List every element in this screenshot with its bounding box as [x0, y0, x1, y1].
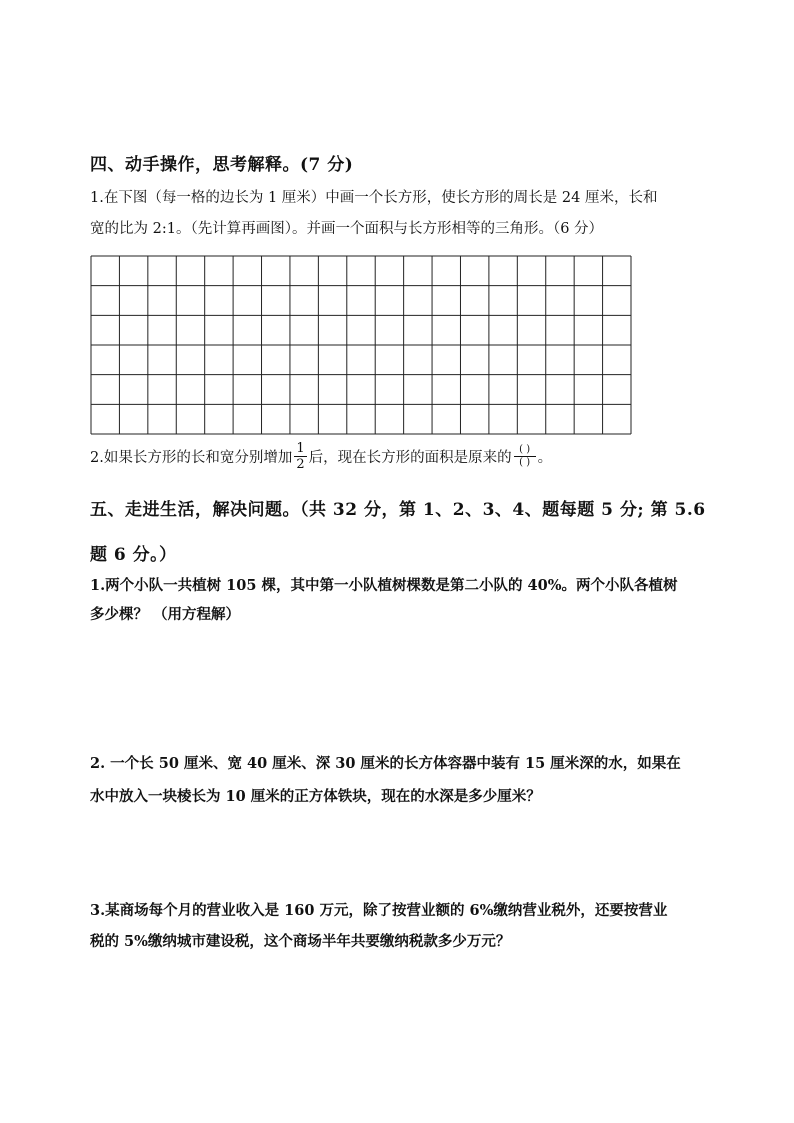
s4-q1-line1: 1.在下图（每一格的边长为 1 厘米）中画一个长方形，使长方形的周长是 24 厘米，长和: [90, 190, 658, 206]
s4-q1-line2: 宽的比为 2:1。（先计算再画图）。并画一个面积与长方形相等的三角形。（6 分）: [90, 221, 604, 237]
s4-q2-middle: 后，现在长方形的面积是原来的: [308, 450, 512, 466]
fraction-one-half: [294, 442, 306, 471]
fraction-numerator: 1: [296, 441, 305, 456]
fraction-denominator: 2: [296, 457, 305, 472]
answer-blank-fraction[interactable]: [514, 445, 536, 468]
s5-q3-line1: 3.某商场每个月的营业收入是 160 万元，除了按营业额的 6%缴纳营业税外，还要按营业: [90, 902, 668, 919]
s5-q2-line1: 2. 一个长 50 厘米、宽 40 厘米、深 30 厘米的长方体容器中装有 15 厘米深的水，如果在: [90, 755, 681, 772]
s4-q2: [90, 442, 552, 471]
section5-heading-line2: 题 6 分。）: [90, 545, 177, 565]
s5-q1-line1: 1.两个小队一共植树 105 棵，其中第一小队植树棵数是第二小队的 40%。两个小队各植树: [90, 577, 678, 594]
s4-q2-suffix: 。: [537, 450, 553, 466]
section4-heading: 四、动手操作，思考解释。(7 分): [90, 155, 354, 175]
blank-denominator: ( ): [519, 457, 531, 468]
section5-heading-line1: 五、走进生活，解决问题。（共 32 分，第 1、2、3、4、题每题 5 分; 第 5.6: [90, 500, 706, 520]
s4-q2-prefix: 2.如果长方形的长和宽分别增加: [90, 450, 293, 466]
s5-q2-line2: 水中放入一块棱长为 10 厘米的正方体铁块，现在的水深是多少厘米？: [90, 788, 541, 805]
s5-q3-line2: 税的 5%缴纳城市建设税，这个商场半年共要缴纳税款多少万元？: [90, 933, 511, 950]
s5-q1-line2: 多少棵？ （用方程解）: [90, 606, 241, 623]
square-grid: [90, 255, 632, 435]
blank-numerator: ( ): [514, 445, 536, 457]
